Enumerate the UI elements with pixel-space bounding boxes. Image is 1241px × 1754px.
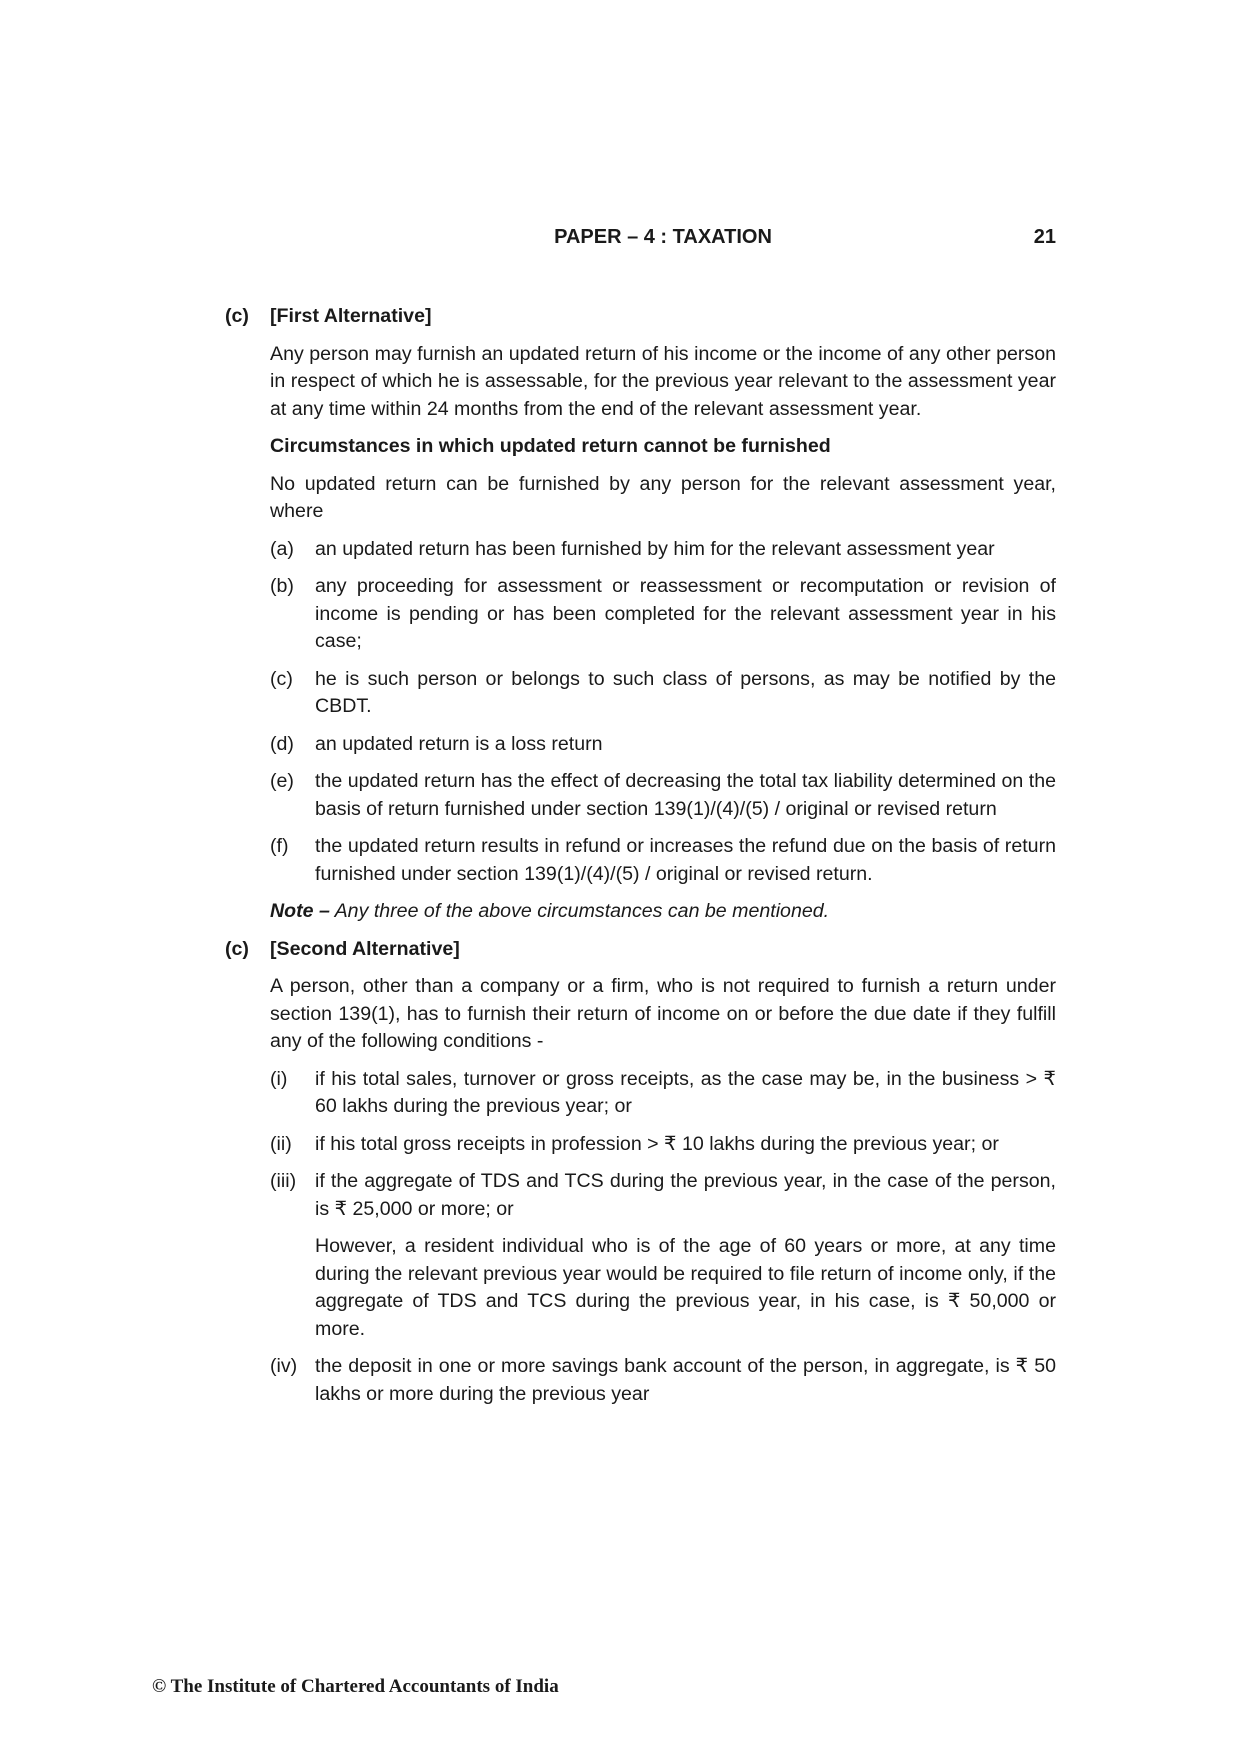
page-title: PAPER – 4 : TAXATION bbox=[554, 226, 772, 248]
list-item-text: if the aggregate of TDS and TCS during the previous year, in the case of the person, is ₹ 25,000 or more; or bbox=[315, 1170, 1056, 1220]
paragraph: No updated return can be furnished by any person for the relevant assessment year, where bbox=[270, 472, 1056, 522]
list-item-text: an updated return has been furnished by him for the relevant assessment year bbox=[315, 537, 995, 560]
list-item-text: if his total gross receipts in profession > ₹ 10 lakhs during the previous year; or bbox=[315, 1132, 999, 1155]
section-label: (c) bbox=[225, 937, 249, 960]
list-item-label: (iii) bbox=[270, 1170, 297, 1192]
section-title: [First Alternative] bbox=[270, 305, 432, 327]
list-item-label: (e) bbox=[270, 770, 294, 792]
list-item-label: (a) bbox=[270, 537, 294, 560]
note-text: Any three of the above circumstances can be mentioned. bbox=[329, 900, 830, 922]
list-item-text: the deposit in one or more savings bank account of the person, in aggregate, is ₹ 50 lakhs or more during the previous year bbox=[315, 1355, 1056, 1405]
list-item-label: (ii) bbox=[270, 1132, 292, 1155]
list-item-text: the updated return results in refund or increases the refund due on the basis of return furnished under section 139(1)/(4)/(5) / original or revised return. bbox=[315, 835, 1056, 885]
list-item bbox=[270, 833, 1056, 888]
page-number: 21 bbox=[1033, 226, 1056, 248]
list-item-label: (d) bbox=[270, 732, 294, 755]
list-item-label: (c) bbox=[270, 667, 293, 690]
list-item-label: (i) bbox=[270, 1067, 288, 1090]
list-item-label: (b) bbox=[270, 575, 294, 597]
list-item-text: he is such person or belongs to such class of persons, as may be notified by the CBDT. bbox=[315, 667, 1056, 717]
list-item bbox=[270, 768, 1056, 823]
document-body bbox=[225, 303, 1056, 1418]
note-label: Note – bbox=[270, 900, 330, 922]
list-item bbox=[270, 666, 1056, 721]
list-item bbox=[270, 536, 1056, 564]
list-item bbox=[270, 1353, 1056, 1408]
paragraph: A person, other than a company or a firm, who is not required to furnish a return under section 139(1), has to furnish their return of income on or before the due date if they fulfill any of the following conditions - bbox=[270, 975, 1056, 1052]
list-item-label: (iv) bbox=[270, 1355, 298, 1377]
page-header bbox=[270, 226, 1056, 256]
list-item-text: if his total sales, turnover or gross receipts, as the case may be, in the business > ₹ 60 lakhs during the previous year; or bbox=[315, 1067, 1056, 1117]
footer-copyright: © The Institute of Chartered Accountants of India bbox=[152, 1676, 559, 1697]
list-item bbox=[270, 1066, 1056, 1121]
list-item-text: any proceeding for assessment or reassessment or recomputation or revision of income is pending or has been completed for the relevant assessment year in his case; bbox=[315, 575, 1056, 652]
section-label: (c) bbox=[225, 305, 249, 327]
list-item-subparagraph: However, a resident individual who is of the age of 60 years or more, at any time during the relevant previous year would be required to file return of income only, if the aggregate of TDS and TCS during the previous year, in his case, is ₹ 50,000 or more. bbox=[315, 1235, 1056, 1340]
subheading: Circumstances in which updated return cannot be furnished bbox=[270, 435, 831, 457]
note bbox=[270, 898, 1056, 926]
list-item-text: the updated return has the effect of decreasing the total tax liability determined on the basis of return furnished under section 139(1)/(4)/(5) / original or revised return bbox=[315, 770, 1056, 820]
list-item-label: (f) bbox=[270, 835, 289, 857]
section-heading bbox=[225, 303, 1056, 331]
paragraph: Any person may furnish an updated return of his income or the income of any other person in respect of which he is assessable, for the previous year relevant to the assessment year at any time within 24 months from the end of the relevant assessment year. bbox=[270, 342, 1056, 420]
list-item bbox=[270, 1168, 1056, 1343]
list-item bbox=[270, 1131, 1056, 1159]
list-item bbox=[270, 573, 1056, 656]
section-title: [Second Alternative] bbox=[270, 937, 460, 960]
list-item bbox=[270, 731, 1056, 759]
list-item-text: an updated return is a loss return bbox=[315, 732, 603, 755]
section-heading bbox=[225, 936, 1056, 964]
